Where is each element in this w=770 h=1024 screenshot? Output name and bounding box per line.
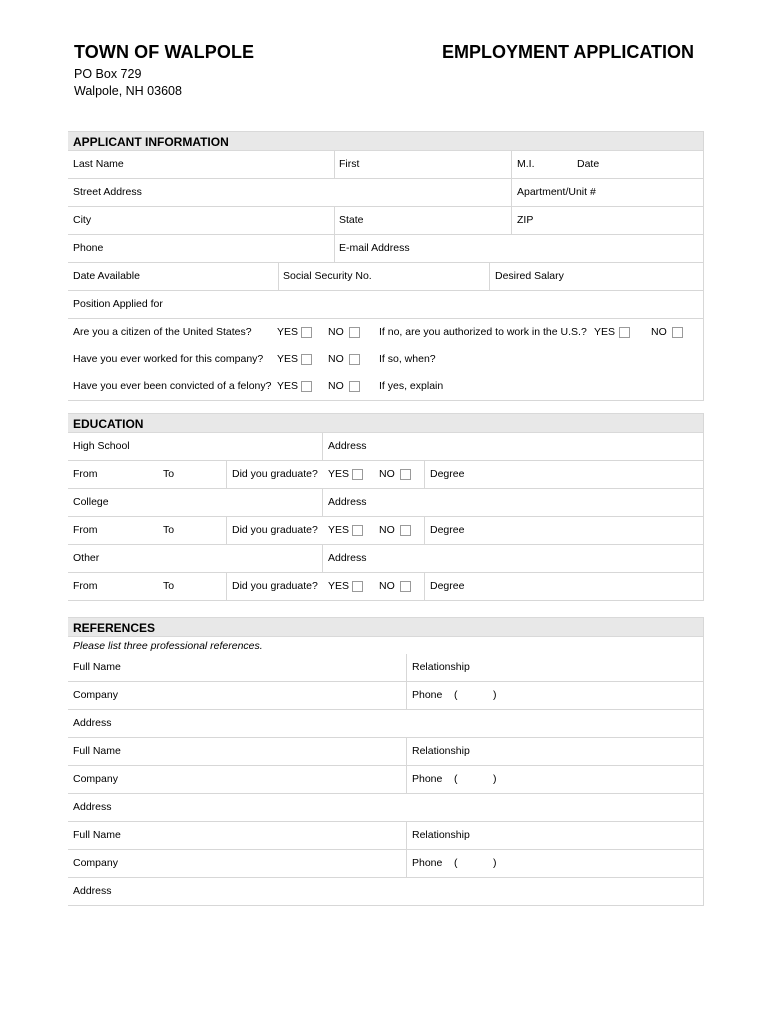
document-title: EMPLOYMENT APPLICATION xyxy=(442,42,694,62)
high-school-address-field[interactable]: Address xyxy=(328,440,367,452)
row-name xyxy=(68,151,703,179)
ref2-row-address xyxy=(68,794,703,822)
letterhead xyxy=(74,42,254,100)
divider xyxy=(322,545,323,572)
row-city xyxy=(68,207,703,235)
divider xyxy=(511,179,512,206)
ref3-phone-field[interactable]: Phone xyxy=(412,857,443,869)
row-position xyxy=(68,291,703,319)
other-no-label: NO xyxy=(379,580,395,592)
row-college xyxy=(68,489,703,517)
row-other xyxy=(68,545,703,573)
other-yes-label: YES xyxy=(328,580,350,592)
citizen-no-label: NO xyxy=(328,326,344,338)
worked-yes-checkbox[interactable] xyxy=(301,354,312,365)
ref1-company-field[interactable]: Company xyxy=(73,689,118,701)
divider xyxy=(406,654,407,681)
row-availability xyxy=(68,263,703,291)
references-section xyxy=(68,617,704,906)
email-field[interactable]: E-mail Address xyxy=(339,242,410,254)
high-school-degree-field[interactable]: Degree xyxy=(430,468,465,480)
ref2-address-field[interactable]: Address xyxy=(73,801,112,813)
ref2-row-company xyxy=(68,766,703,794)
ref1-address-field[interactable]: Address xyxy=(73,717,112,729)
citizen-question: Are you a citizen of the United States? xyxy=(73,326,252,338)
divider xyxy=(406,682,407,709)
organization-name: TOWN OF WALPOLE xyxy=(74,42,255,62)
high-school-no-label: NO xyxy=(379,468,395,480)
ref2-phone-paren-close: ) xyxy=(493,773,497,785)
ref3-company-field[interactable]: Company xyxy=(73,857,118,869)
divider xyxy=(511,151,512,178)
authorized-question: If no, are you authorized to work in the U.S.? xyxy=(379,326,587,338)
college-degree-field[interactable]: Degree xyxy=(430,524,465,536)
date-available-field[interactable]: Date Available xyxy=(73,270,140,282)
position-applied-field[interactable]: Position Applied for xyxy=(73,298,163,310)
ref3-phone-paren-close: ) xyxy=(493,857,497,869)
desired-salary-field[interactable]: Desired Salary xyxy=(495,270,564,282)
citizen-no-checkbox[interactable] xyxy=(349,327,360,338)
ref3-row-company xyxy=(68,850,703,878)
other-graduate-question: Did you graduate? xyxy=(232,580,318,592)
divider xyxy=(334,207,335,234)
row-high-school xyxy=(68,433,703,461)
row-college-dates xyxy=(68,517,703,545)
references-note: Please list three professional references. xyxy=(73,640,263,652)
ref1-phone-paren-open: ( xyxy=(454,689,458,701)
divider xyxy=(424,517,425,544)
high-school-to-field[interactable]: To xyxy=(163,468,175,480)
college-to-field[interactable]: To xyxy=(163,524,175,536)
ref3-full-name-field[interactable]: Full Name xyxy=(73,829,121,841)
ref3-relationship-field[interactable]: Relationship xyxy=(412,829,470,841)
divider xyxy=(406,822,407,849)
education-section xyxy=(68,413,704,601)
row-citizen xyxy=(68,319,703,346)
college-yes-label: YES xyxy=(328,524,350,536)
other-degree-field[interactable]: Degree xyxy=(430,580,465,592)
high-school-no-checkbox[interactable] xyxy=(400,469,411,480)
divider xyxy=(226,573,227,600)
zip-field[interactable]: ZIP xyxy=(517,214,534,226)
ref2-phone-field[interactable]: Phone xyxy=(412,773,443,785)
ref2-company-field[interactable]: Company xyxy=(73,773,118,785)
felony-yes-label: YES xyxy=(277,380,299,392)
other-to-field[interactable]: To xyxy=(163,580,175,592)
high-school-graduate-question: Did you graduate? xyxy=(232,468,318,480)
worked-no-checkbox[interactable] xyxy=(349,354,360,365)
apartment-unit-field[interactable]: Apartment/Unit # xyxy=(517,186,596,198)
divider xyxy=(322,433,323,460)
references-instructions xyxy=(68,637,703,654)
citizen-yes-label: YES xyxy=(277,326,299,338)
divider xyxy=(334,235,335,262)
felony-no-checkbox[interactable] xyxy=(349,381,360,392)
college-address-field[interactable]: Address xyxy=(328,496,367,508)
city-state-zip: Walpole, NH 03608 xyxy=(74,84,182,98)
worked-no-label: NO xyxy=(328,353,344,365)
divider xyxy=(322,489,323,516)
po-box: PO Box 729 xyxy=(74,67,142,81)
divider xyxy=(511,207,512,234)
ssn-field[interactable]: Social Security No. xyxy=(283,270,372,282)
section-heading-references: REFERENCES xyxy=(68,617,703,637)
worked-when-field[interactable]: If so, when? xyxy=(379,353,436,365)
felony-explain-field[interactable]: If yes, explain xyxy=(379,380,444,392)
felony-yes-checkbox[interactable] xyxy=(301,381,312,392)
ref2-row-name xyxy=(68,738,703,766)
college-graduate-question: Did you graduate? xyxy=(232,524,318,536)
college-no-checkbox[interactable] xyxy=(400,525,411,536)
state-field[interactable]: State xyxy=(339,214,364,226)
high-school-yes-checkbox[interactable] xyxy=(352,469,363,480)
ref1-row-company xyxy=(68,682,703,710)
row-address xyxy=(68,179,703,207)
first-name-field[interactable]: First xyxy=(339,158,360,170)
authorized-yes-label: YES xyxy=(594,326,616,338)
ref1-full-name-field[interactable]: Full Name xyxy=(73,661,121,673)
divider xyxy=(406,766,407,793)
applicant-information-section xyxy=(68,131,704,401)
ref1-relationship-field[interactable]: Relationship xyxy=(412,661,470,673)
felony-question: Have you ever been convicted of a felony? xyxy=(73,380,272,392)
worked-question: Have you ever worked for this company? xyxy=(73,353,264,365)
ref1-row-name xyxy=(68,654,703,682)
other-address-field[interactable]: Address xyxy=(328,552,367,564)
row-worked-before xyxy=(68,346,703,373)
ref3-row-name xyxy=(68,822,703,850)
college-no-label: NO xyxy=(379,524,395,536)
row-other-dates xyxy=(68,573,703,601)
felony-no-label: NO xyxy=(328,380,344,392)
row-phone xyxy=(68,235,703,263)
citizen-yes-checkbox[interactable] xyxy=(301,327,312,338)
ref1-phone-field[interactable]: Phone xyxy=(412,689,443,701)
section-heading-education: EDUCATION xyxy=(68,413,703,433)
divider xyxy=(424,573,425,600)
divider xyxy=(406,738,407,765)
ref1-phone-paren-close: ) xyxy=(493,689,497,701)
divider xyxy=(226,461,227,488)
college-yes-checkbox[interactable] xyxy=(352,525,363,536)
authorized-no-checkbox[interactable] xyxy=(672,327,683,338)
ref2-full-name-field[interactable]: Full Name xyxy=(73,745,121,757)
row-felony xyxy=(68,373,703,401)
middle-initial-field[interactable]: M.I. xyxy=(517,158,535,170)
worked-yes-label: YES xyxy=(277,353,299,365)
ref3-row-address xyxy=(68,878,703,906)
last-name-field[interactable]: Last Name xyxy=(73,158,124,170)
other-no-checkbox[interactable] xyxy=(400,581,411,592)
ref2-relationship-field[interactable]: Relationship xyxy=(412,745,470,757)
college-from-field[interactable]: From xyxy=(73,524,98,536)
city-field[interactable]: City xyxy=(73,214,92,226)
divider xyxy=(424,461,425,488)
high-school-yes-label: YES xyxy=(328,468,350,480)
section-heading-applicant: APPLICANT INFORMATION xyxy=(68,131,703,151)
other-school-field[interactable]: Other xyxy=(73,552,100,564)
divider xyxy=(489,263,490,290)
college-field[interactable]: College xyxy=(73,496,109,508)
street-address-field[interactable]: Street Address xyxy=(73,186,142,198)
other-yes-checkbox[interactable] xyxy=(352,581,363,592)
divider xyxy=(334,151,335,178)
divider xyxy=(226,517,227,544)
date-field[interactable]: Date xyxy=(577,158,600,170)
phone-field[interactable]: Phone xyxy=(73,242,104,254)
ref1-row-address xyxy=(68,710,703,738)
ref2-phone-paren-open: ( xyxy=(454,773,458,785)
divider xyxy=(278,263,279,290)
high-school-field[interactable]: High School xyxy=(73,440,130,452)
ref3-address-field[interactable]: Address xyxy=(73,885,112,897)
other-from-field[interactable]: From xyxy=(73,580,98,592)
row-high-school-dates xyxy=(68,461,703,489)
divider xyxy=(406,850,407,877)
ref3-phone-paren-open: ( xyxy=(454,857,458,869)
authorized-no-label: NO xyxy=(651,326,667,338)
authorized-yes-checkbox[interactable] xyxy=(619,327,630,338)
high-school-from-field[interactable]: From xyxy=(73,468,98,480)
